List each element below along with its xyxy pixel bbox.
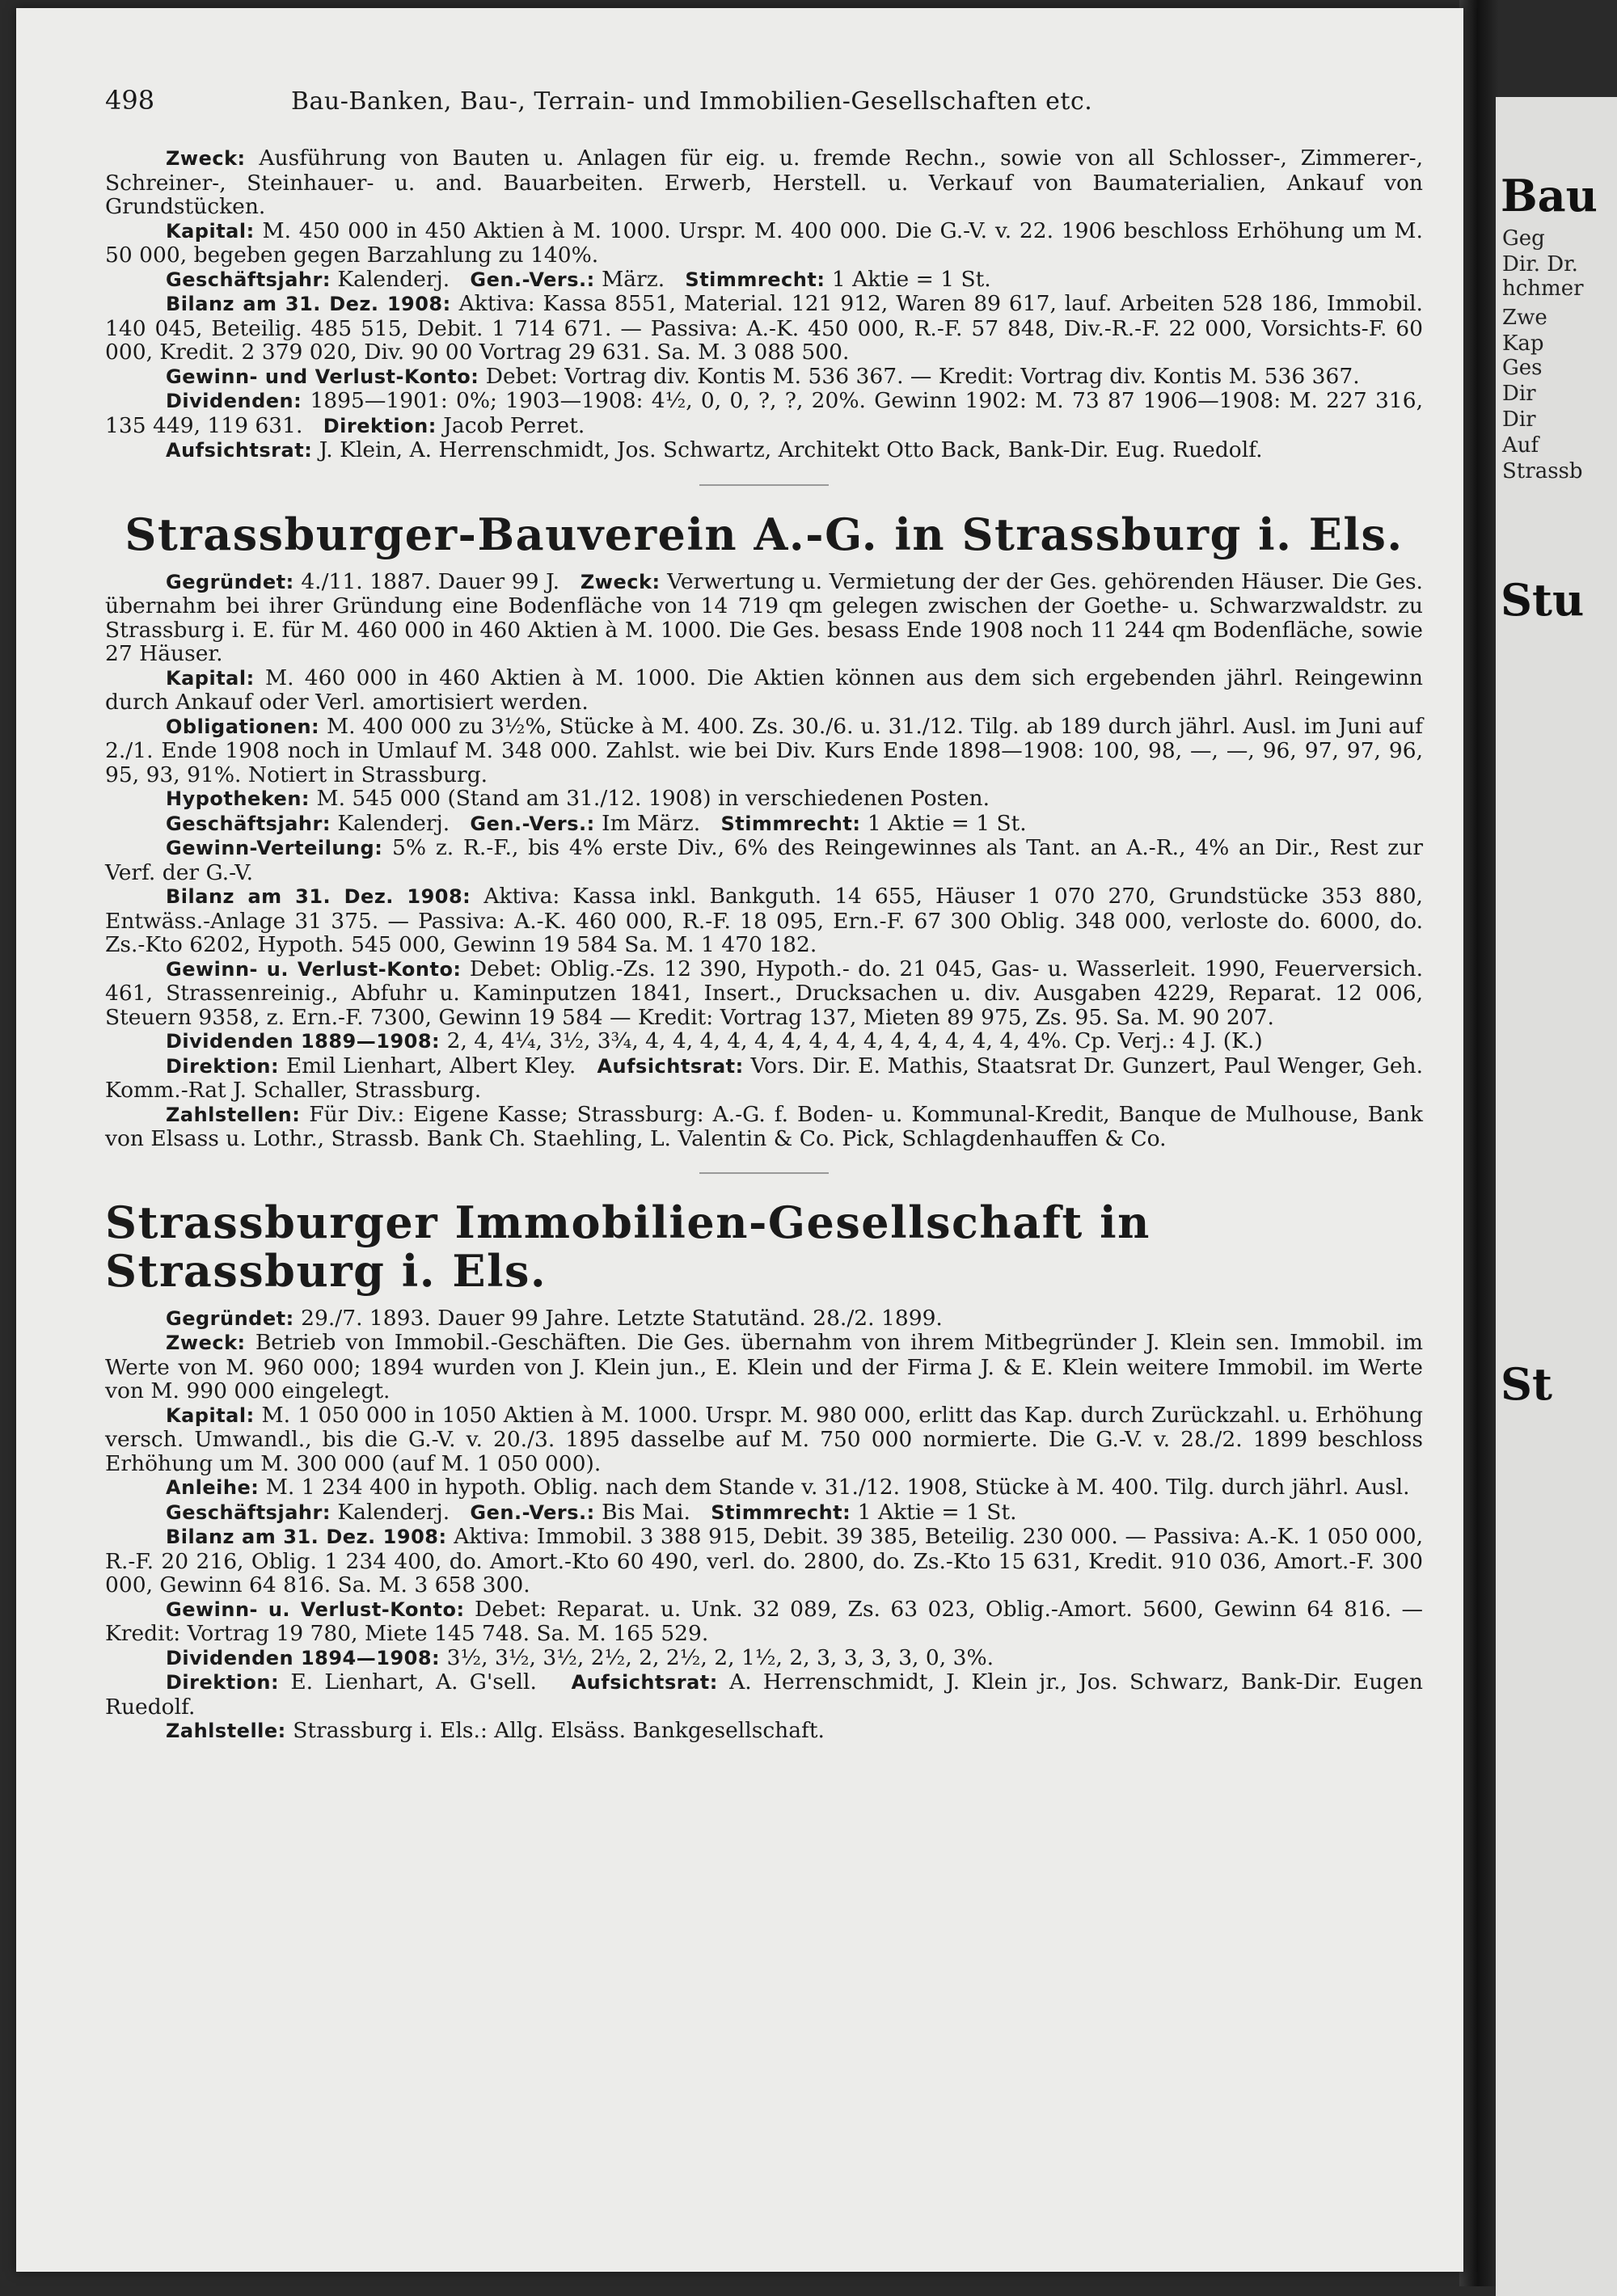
direktion-label: Direktion: <box>323 414 437 437</box>
dividenden-label: Dividenden: <box>166 390 302 412</box>
anleihe-text: M. 1 234 400 in hypoth. Oblig. nach dem Stande v. 31./12. 1908, Stücke à M. 400. Tilg. durch jährl. Ausl. <box>265 1475 1410 1500</box>
page-number: 498 <box>105 85 155 116</box>
hypotheken-text: M. 545 000 (Stand am 31./12. 1908) in verschiedenen Posten. <box>316 786 990 811</box>
kapital-paragraph <box>105 666 1423 715</box>
stimmrecht-text: 1 Aktie = 1 St. <box>867 810 1027 836</box>
gewinn-verteilung-paragraph <box>105 836 1423 884</box>
zweck-paragraph <box>105 1331 1423 1403</box>
company-entry <box>105 510 1423 1151</box>
bilanz-label: Bilanz am 31. Dez. 1908: <box>166 1526 447 1548</box>
adjacent-title-fragment: Stu <box>1501 574 1585 626</box>
running-title: Bau-Banken, Bau-, Terrain- und Immobilien-Gesellschaften etc. <box>291 87 1093 116</box>
section-divider <box>699 1172 829 1174</box>
geschaeftsjahr-paragraph <box>105 268 1423 293</box>
direktion-paragraph <box>105 1670 1423 1719</box>
direktion-text: Emil Lienhart, Albert Kley. <box>285 1053 576 1078</box>
bilanz-label: Bilanz am 31. Dez. 1908: <box>166 885 471 908</box>
adjacent-text-fragment: hchmer <box>1502 276 1584 301</box>
adjacent-title-fragment: Bau <box>1501 170 1598 222</box>
direktion-text: E. Lienhart, A. G'sell. <box>290 1669 537 1695</box>
adjacent-text-fragment: Dir <box>1502 407 1536 432</box>
company-title: Strassburger-Bauverein A.-G. in Strassburg i. Els. <box>125 508 1404 560</box>
page-header <box>105 85 1423 116</box>
adjacent-page <box>1496 97 1617 2296</box>
gegruendet-label: Gegründet: <box>166 570 294 593</box>
zahlstelle-paragraph <box>105 1719 1423 1744</box>
guv-paragraph <box>105 957 1423 1030</box>
stimmrecht-label: Stimmrecht: <box>720 812 861 835</box>
aufsichtsrat-text: A. Herrenschmidt, J. Klein jr., Jos. Schwarz, Bank-Dir. Eugen Ruedolf. <box>105 1669 1423 1720</box>
geschaeftsjahr-text: Kalenderj. <box>337 810 450 836</box>
page-content <box>105 85 1423 1744</box>
direktion-label: Direktion: <box>166 1671 280 1694</box>
guv-label: Gewinn- u. Verlust-Konto: <box>166 957 462 981</box>
zweck-text: Ausführung von Bauten u. Anlagen für eig. u. fremde Rechn., sowie von all Schlosser-, Zimmerer-, Schreiner-, Steinhauer- u. and. Bauarbeiten. Erwerb, Herstell. u. Verkauf von Baumaterialien, Ankauf von Grundstücken. <box>105 146 1423 219</box>
zahlstelle-text: Strassburg i. Els.: Allg. Elsäss. Bankgesellschaft. <box>293 1718 825 1743</box>
adjacent-text-fragment: Dir. Dr. <box>1502 252 1578 276</box>
gewinn-verteilung-label: Gewinn-Verteilung: <box>166 837 383 859</box>
hypotheken-paragraph <box>105 787 1423 812</box>
geschaeftsjahr-text: Kalenderj. <box>337 1499 450 1525</box>
aufsichtsrat-text: Vors. Dir. E. Mathis, Staatsrat Dr. Gunzert, Paul Wenger, Geh. Komm.-Rat J. Schaller, Strassburg. <box>105 1053 1423 1103</box>
adjacent-text-fragment: Dir <box>1502 382 1536 406</box>
guv-paragraph <box>105 1597 1423 1646</box>
adjacent-text-fragment: Geg <box>1502 226 1545 251</box>
adjacent-text-fragment: Ges <box>1502 356 1543 380</box>
geschaeftsjahr-text: Kalenderj. <box>337 266 450 292</box>
aufsichtsrat-label: Aufsichtsrat: <box>571 1671 718 1694</box>
guv-text: Debet: Oblig.-Zs. 12 390, Hypoth.- do. 21 045, Gas- u. Wasserleit. 1990, Feuerversich. 461, Strassenreinig., Abfuhr u. Kaminputzen 1841, Insert., Drucksachen u. div. Ausgaben 4229, Reparat. 12 006, Steuern 9358, z. Ern.-F. 7300, Gewinn 19 584 — Kredit: Vortrag 137, Mieten 89 975, Zs. 95. Sa. M. 90 207. <box>105 956 1423 1030</box>
geschaeftsjahr-paragraph <box>105 1500 1423 1526</box>
gegruendet-paragraph <box>105 1306 1423 1332</box>
adjacent-title-fragment: St <box>1501 1358 1552 1410</box>
dividenden-paragraph <box>105 389 1423 438</box>
guv-paragraph <box>105 365 1423 390</box>
bilanz-paragraph <box>105 884 1423 957</box>
company-title: Strassburger Immobilien-Gesellschaft in Strassburg i. Els. <box>105 1196 1150 1297</box>
aufsichtsrat-label: Aufsichtsrat: <box>597 1054 744 1078</box>
kapital-label: Kapital: <box>166 219 255 243</box>
dividenden-paragraph <box>105 1029 1423 1054</box>
company-entry <box>105 1198 1423 1744</box>
bilanz-text: Aktiva: Immobil. 3 388 915, Debit. 39 385, Beteilig. 230 000. — Passiva: A.-K. 1 050 000, R.-F. 20 216, Oblig. 1 234 400, do. Amort.-Kto 60 490, verl. do. 2800, do. Zs.-Kto 15 631, Kredit. 910 036, Amort.-F. 300 000, Gewinn 64 816. Sa. M. 3 658 300. <box>105 1524 1423 1597</box>
bilanz-label: Bilanz am 31. Dez. 1908: <box>166 293 451 315</box>
obligationen-label: Obligationen: <box>166 715 320 738</box>
dividenden-label: Dividenden 1889—1908: <box>166 1030 441 1053</box>
book-page <box>16 8 1463 2272</box>
gegruendet-label: Gegründet: <box>166 1306 294 1330</box>
zahlstellen-paragraph <box>105 1103 1423 1151</box>
zahlstellen-text: Für Div.: Eigene Kasse; Strassburg: A.-G. f. Boden- u. Kommunal-Kredit, Banque de Mulhouse, Bank von Elsass u. Lothr., Strassb. Bank Ch. Staehling, L. Valentin & Co. Pick, Schlagdenhauffen & Co. <box>105 1101 1423 1151</box>
kapital-paragraph <box>105 1403 1423 1476</box>
hypotheken-label: Hypotheken: <box>166 787 310 810</box>
guv-text: Debet: Reparat. u. Unk. 32 089, Zs. 63 023, Oblig.-Amort. 5600, Gewinn 64 816. — Kredit: Vortrag 19 780, Miete 145 748. Sa. M. 165 529. <box>105 1596 1423 1646</box>
adjacent-text-fragment: Strassb <box>1502 459 1583 483</box>
stimmrecht-text: 1 Aktie = 1 St. <box>831 266 991 292</box>
aufsichtsrat-label: Aufsichtsrat: <box>166 439 313 462</box>
bilanz-paragraph <box>105 1525 1423 1597</box>
direktion-paragraph <box>105 1054 1423 1103</box>
gen-vers-text: Bis Mai. <box>602 1499 690 1525</box>
bilanz-paragraph <box>105 292 1423 365</box>
guv-label: Gewinn- und Verlust-Konto: <box>166 365 479 388</box>
gewinn-verteilung-text: 5% z. R.-F., bis 4% erste Div., 6% des Reingewinnes als Tant. an A.-R., 4% an Dir., Rest zur Verf. der G.-V. <box>105 835 1423 885</box>
anleihe-label: Anleihe: <box>166 1476 260 1499</box>
gen-vers-label: Gen.-Vers.: <box>470 268 595 291</box>
zahlstellen-label: Zahlstellen: <box>166 1103 301 1126</box>
geschaeftsjahr-paragraph <box>105 812 1423 837</box>
aufsichtsrat-text: J. Klein, A. Herrenschmidt, Jos. Schwartz, Architekt Otto Back, Bank-Dir. Eug. Ruedolf. <box>319 437 1263 462</box>
aufsichtsrat-paragraph <box>105 438 1423 463</box>
adjacent-text-fragment: Auf <box>1502 433 1539 458</box>
gen-vers-label: Gen.-Vers.: <box>470 1500 595 1524</box>
adjacent-text-fragment: Zwe <box>1502 306 1547 330</box>
direktion-text: Jacob Perret. <box>443 412 585 438</box>
section-divider <box>699 484 829 486</box>
bilanz-text: Aktiva: Kassa 8551, Material. 121 912, Waren 89 617, lauf. Arbeiten 528 186, Immobil. 140 045, Beteilig. 485 515, Debit. 1 714 671. — Passiva: A.-K. 450 000, R.-F. 57 848, Div.-R.-F. 22 000, Vorsichts-F. 60 000, Kredit. 2 379 020, Div. 90 00 Vortrag 29 631. Sa. M. 3 088 500. <box>105 291 1423 365</box>
direktion-label: Direktion: <box>166 1054 280 1078</box>
anleihe-paragraph <box>105 1475 1423 1500</box>
zweck-label: Zweck: <box>580 570 661 593</box>
kapital-text: M. 1 050 000 in 1050 Aktien à M. 1000. Urspr. M. 980 000, erlitt das Kap. durch Zurückzahl. u. Erhöhung versch. Umwandl., bis die G.-V. v. 20./3. 1895 dasselbe auf M. 750 000 normierte. Die G.-V. v. 28./2. 1899 beschloss Erhöhung um M. 300 000 (auf M. 1 050 000). <box>105 1402 1423 1476</box>
zweck-paragraph <box>105 146 1423 219</box>
gen-vers-label: Gen.-Vers.: <box>470 812 595 835</box>
gegruendet-paragraph <box>105 570 1423 666</box>
geschaeftsjahr-label: Geschäftsjahr: <box>166 812 331 835</box>
stimmrecht-text: 1 Aktie = 1 St. <box>857 1499 1017 1525</box>
bilanz-text: Aktiva: Kassa inkl. Bankguth. 14 655, Häuser 1 070 270, Grundstücke 353 880, Entwäss.-Anlage 31 375. — Passiva: A.-K. 460 000, R.-F. 18 095, Ern.-F. 67 300 Oblig. 348 000, verloste do. 6000, do. Zs.-Kto 6202, Hypoth. 545 000, Gewinn 19 584 Sa. M. 1 470 182. <box>105 884 1423 957</box>
zweck-label: Zweck: <box>166 1332 246 1354</box>
zweck-text: Verwertung u. Vermietung der der Ges. gehörenden Häuser. Die Ges. übernahm bei ihrer Gründung eine Bodenfläche von 14 719 qm gelegen zwischen der Goethe- u. Schwarzwaldstr. zu Strassburg i. E. für M. 460 000 in 460 Aktien à M. 1000. Die Ges. besass Ende 1908 noch 11 244 qm Bodenfläche, sowie 27 Häuser. <box>105 568 1423 666</box>
dividenden-text: 3½, 3½, 3½, 2½, 2, 2½, 2, 1½, 2, 3, 3, 3, 3, 0, 3%. <box>446 1644 994 1670</box>
obligationen-paragraph <box>105 715 1423 787</box>
kapital-paragraph <box>105 219 1423 268</box>
zweck-label: Zweck: <box>166 147 246 170</box>
zahlstelle-label: Zahlstelle: <box>166 1720 286 1742</box>
guv-text: Debet: Vortrag div. Kontis M. 536 367. — Kredit: Vortrag div. Kontis M. 536 367. <box>485 363 1360 389</box>
gen-vers-text: Im März. <box>602 810 701 836</box>
kapital-text: M. 460 000 in 460 Aktien à M. 1000. Die Aktien können aus dem sich ergebenden jährl. Reingewinn durch Ankauf oder Verl. amortisiert werden. <box>105 665 1423 715</box>
dividenden-paragraph <box>105 1646 1423 1671</box>
geschaeftsjahr-label: Geschäftsjahr: <box>166 1500 331 1524</box>
dividenden-text: 2, 4, 4¼, 3½, 3¾, 4, 4, 4, 4, 4, 4, 4, 4, 4, 4, 4, 4, 4, 4, 4%. Cp. Verj.: 4 J. (K.) <box>446 1028 1263 1053</box>
stimmrecht-label: Stimmrecht: <box>711 1500 851 1524</box>
gegruendet-text: 29./7. 1893. Dauer 99 Jahre. Letzte Statutänd. 28./2. 1899. <box>301 1305 943 1331</box>
gen-vers-text: März. <box>602 266 665 292</box>
stimmrecht-label: Stimmrecht: <box>685 268 825 291</box>
company-entry-continued <box>105 146 1423 463</box>
kapital-label: Kapital: <box>166 1403 255 1427</box>
geschaeftsjahr-label: Geschäftsjahr: <box>166 268 331 291</box>
book-gutter <box>1459 0 1500 2286</box>
adjacent-text-fragment: Kap <box>1502 331 1544 356</box>
obligationen-text: M. 400 000 zu 3½%, Stücke à M. 400. Zs. 30./6. u. 31./12. Tilg. ab 189 durch jährl. Ausl. im Juni auf 2./1. Ende 1908 noch in Umlauf M. 348 000. Zahlst. wie bei Div. Kurs Ende 1898—1908: 100, 98, —, —, 96, 97, 97, 96, 95, 93, 91%. Notiert in Strassburg. <box>105 713 1423 787</box>
dividenden-text: 1895—1901: 0%; 1903—1908: 4½, 0, 0, ?, ?, 20%. Gewinn 1902: M. 73 87 1906—1908: M. 227 316, 135 449, 119 631. <box>105 388 1423 438</box>
zweck-text: Betrieb von Immobil.-Geschäften. Die Ges. übernahm von ihrem Mitbegründer J. Klein sen. Immobil. im Werte von M. 960 000; 1894 wurden von J. Klein jun., E. Klein und der Firma J. & E. Klein weitere Immobil. im Werte von M. 990 000 eingelegt. <box>105 1330 1423 1403</box>
guv-label: Gewinn- u. Verlust-Konto: <box>166 1597 465 1621</box>
kapital-label: Kapital: <box>166 666 255 690</box>
kapital-text: M. 450 000 in 450 Aktien à M. 1000. Urspr. M. 400 000. Die G.-V. v. 22. 1906 beschloss Erhöhung um M. 50 000, begeben gegen Barzahlung zu 140%. <box>105 217 1423 268</box>
dividenden-label: Dividenden 1894—1908: <box>166 1646 441 1669</box>
gegruendet-text: 4./11. 1887. Dauer 99 J. <box>301 568 560 594</box>
